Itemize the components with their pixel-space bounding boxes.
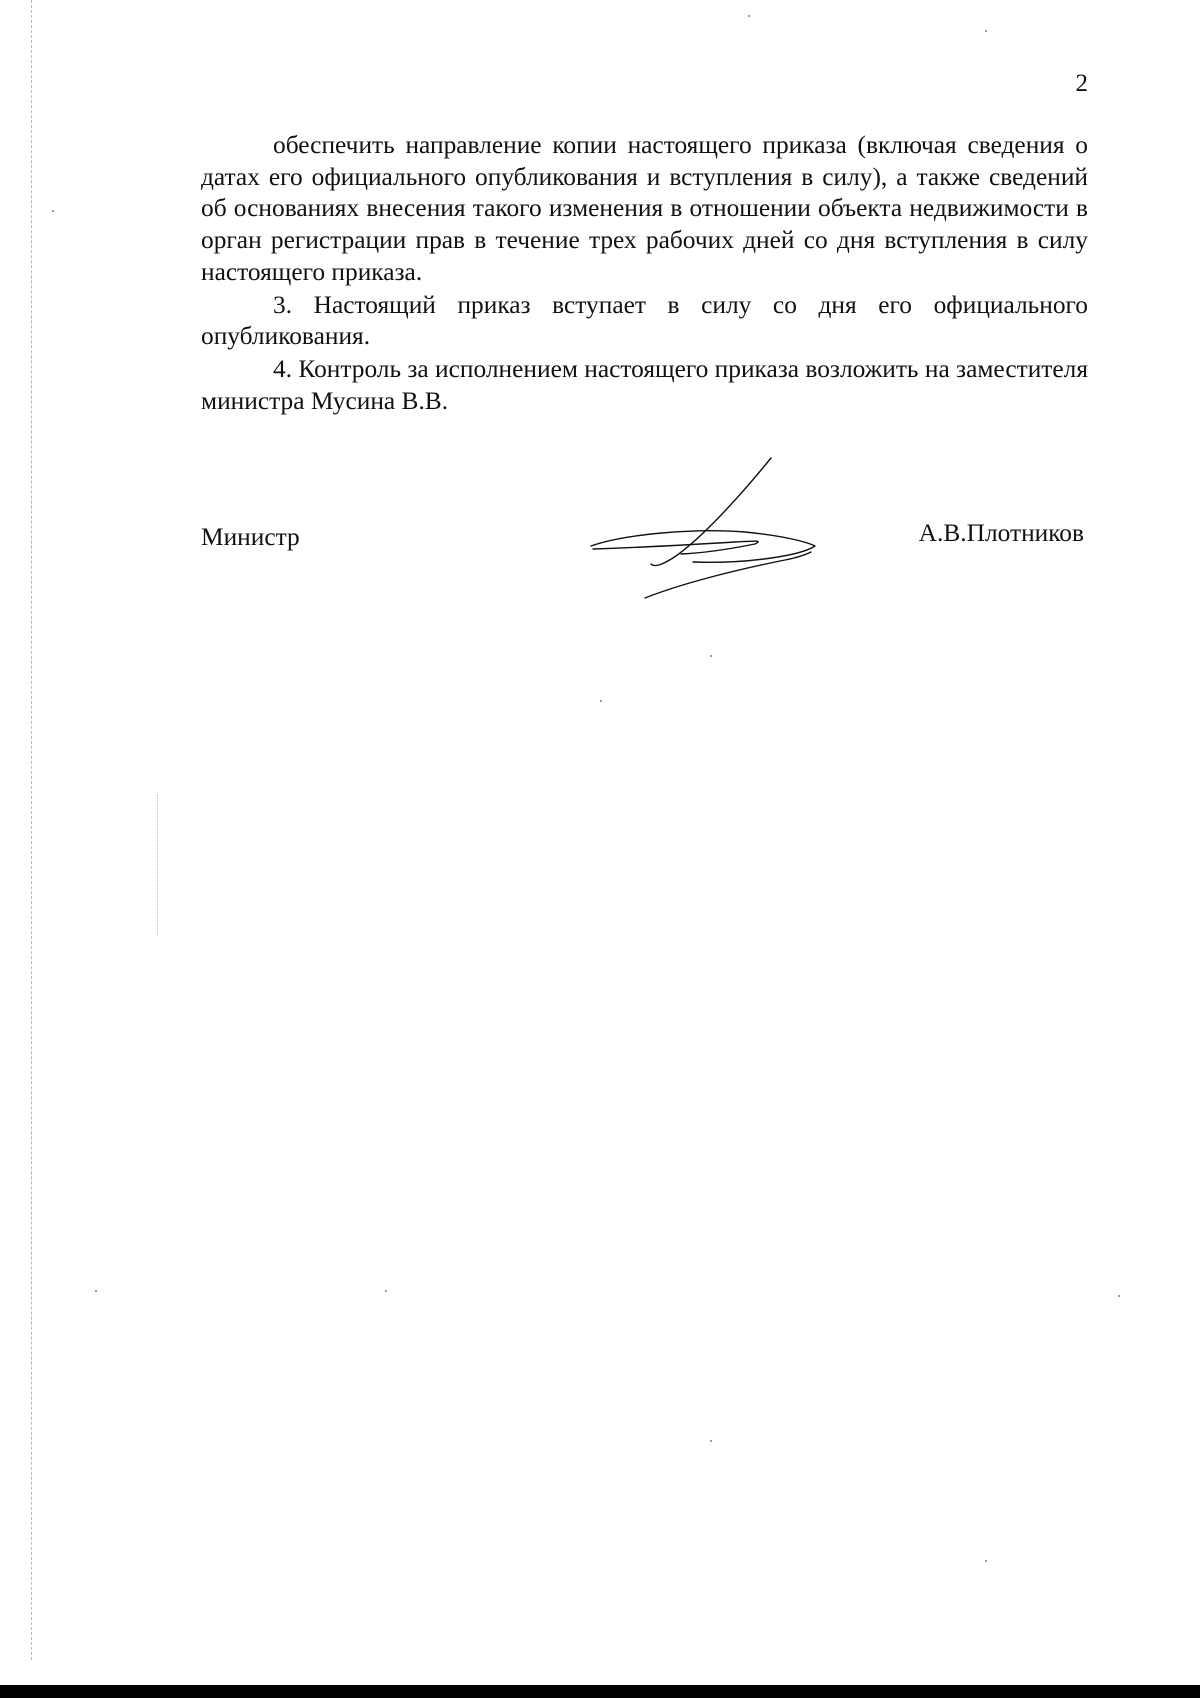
paragraph-item-3: 3. Настоящий приказ вступает в силу со дня его официального опубликования. <box>201 290 1088 351</box>
scan-speck <box>985 1560 987 1562</box>
scan-speck <box>95 1290 97 1292</box>
handwritten-signature <box>585 450 825 610</box>
scan-speck <box>710 1440 712 1442</box>
paragraph-continuation: обеспечить направление копии настоящего приказа (включая сведения о датах его официального опубликования и вступления в силу), а также сведений об основаниях внесения такого изменения в отношении объекта недвижимости в орган регистрации прав в течение трех рабочих дней со дня вступления в силу настоящего приказа. <box>201 131 1088 286</box>
scan-bottom-edge <box>0 1685 1200 1698</box>
scan-margin-mark <box>157 795 159 935</box>
scan-speck <box>1118 1295 1120 1297</box>
document-body <box>201 130 1088 417</box>
paragraph-item-4: 4. Контроль за исполнением настоящего приказа возложить на заместителя министра Мусина В.В. <box>201 354 1088 415</box>
scan-speck <box>710 655 712 657</box>
page-number: 2 <box>1075 70 1088 97</box>
scan-speck <box>52 210 54 212</box>
signatory-title: Министр <box>201 523 300 551</box>
scan-speck <box>600 700 602 702</box>
scan-speck <box>985 30 987 32</box>
signatory-name: А.В.Плотников <box>918 519 1084 547</box>
scan-speck <box>748 15 750 17</box>
scan-speck <box>385 1290 387 1292</box>
scan-edge-line <box>31 0 34 1660</box>
